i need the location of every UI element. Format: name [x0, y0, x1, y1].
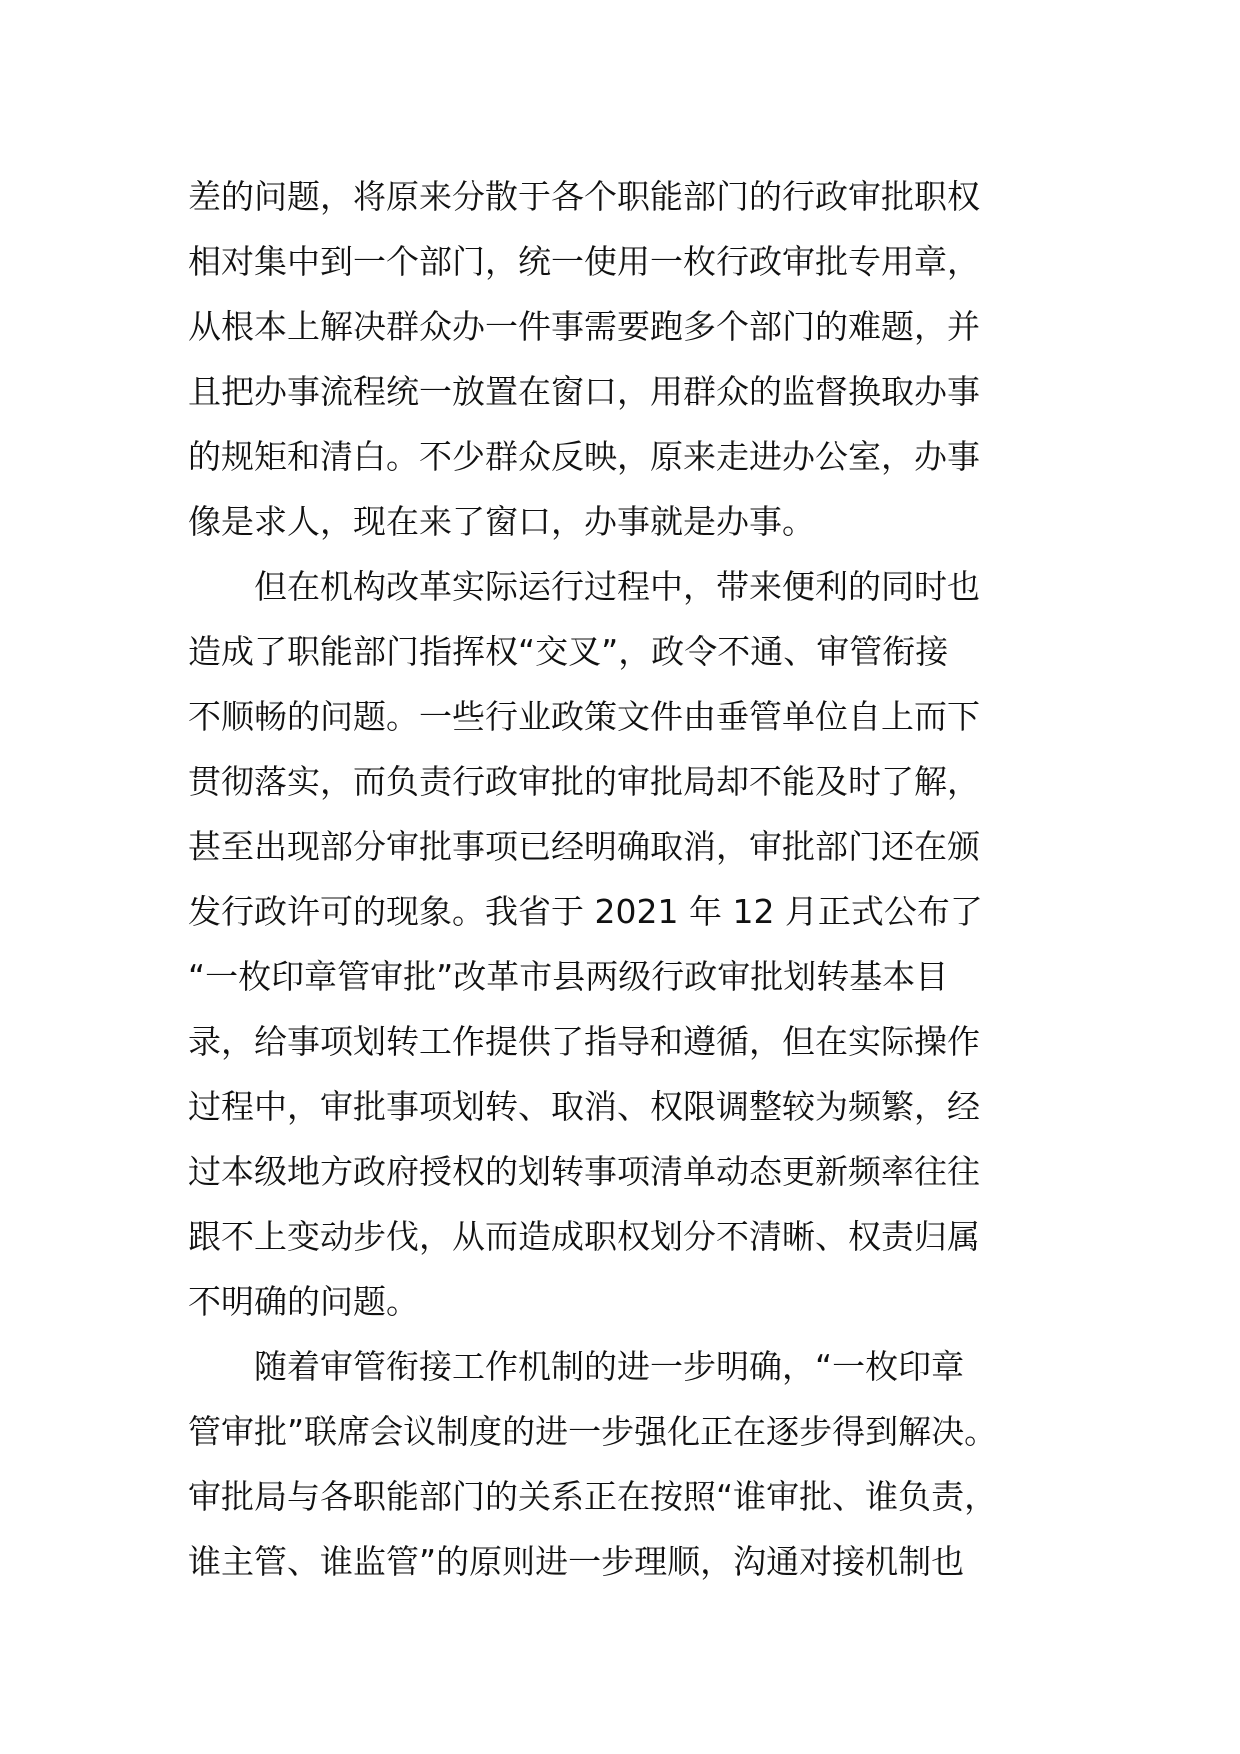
text-line: 跟不上变动步伐，从而造成职权划分不清晰、权责归属	[188, 1217, 980, 1256]
text-line: 相对集中到一个部门，统一使用一枚行政审批专用章，	[188, 242, 980, 281]
text-line: 造成了职能部门指挥权“交叉”，政令不通、审管衔接	[188, 632, 949, 671]
text-line: 过本级地方政府授权的划转事项清单动态更新频率往往	[188, 1152, 980, 1191]
body-text	[188, 164, 1068, 1594]
paragraph-first-line: 但在机构改革实际运行过程中，带来便利的同时也	[254, 567, 980, 606]
text-line: 发行政许可的现象。我省于 2021 年 12 月正式公布了	[188, 892, 983, 931]
text-line: 不顺畅的问题。一些行业政策文件由垂管单位自上而下	[188, 697, 980, 736]
text-line: 贯彻落实，而负责行政审批的审批局却不能及时了解，	[188, 762, 980, 801]
text-line: 录，给事项划转工作提供了指导和遵循，但在实际操作	[188, 1022, 980, 1061]
text-line: 管审批”联席会议制度的进一步强化正在逐步得到解决。	[188, 1412, 998, 1451]
text-line: 不明确的问题。	[188, 1282, 419, 1321]
text-line: 谁主管、谁监管”的原则进一步理顺，沟通对接机制也	[188, 1542, 965, 1581]
text-line: 甚至出现部分审批事项已经明确取消，审批部门还在颁	[188, 827, 980, 866]
text-line: “一枚印章管审批”改革市县两级行政审批划转基本目	[188, 957, 949, 996]
paragraph-first-line: 随着审管衔接工作机制的进一步明确，“一枚印章	[254, 1347, 965, 1386]
text-line: 审批局与各职能部门的关系正在按照“谁审批、谁负责，	[188, 1477, 998, 1516]
text-line: 过程中，审批事项划转、取消、权限调整较为频繁，经	[188, 1087, 980, 1126]
text-line: 且把办事流程统一放置在窗口，用群众的监督换取办事	[188, 372, 980, 411]
text-line: 差的问题，将原来分散于各个职能部门的行政审批职权	[188, 177, 980, 216]
text-line: 的规矩和清白。不少群众反映，原来走进办公室，办事	[188, 437, 980, 476]
text-line: 从根本上解决群众办一件事需要跑多个部门的难题，并	[188, 307, 980, 346]
text-line: 像是求人，现在来了窗口，办事就是办事。	[188, 502, 815, 541]
